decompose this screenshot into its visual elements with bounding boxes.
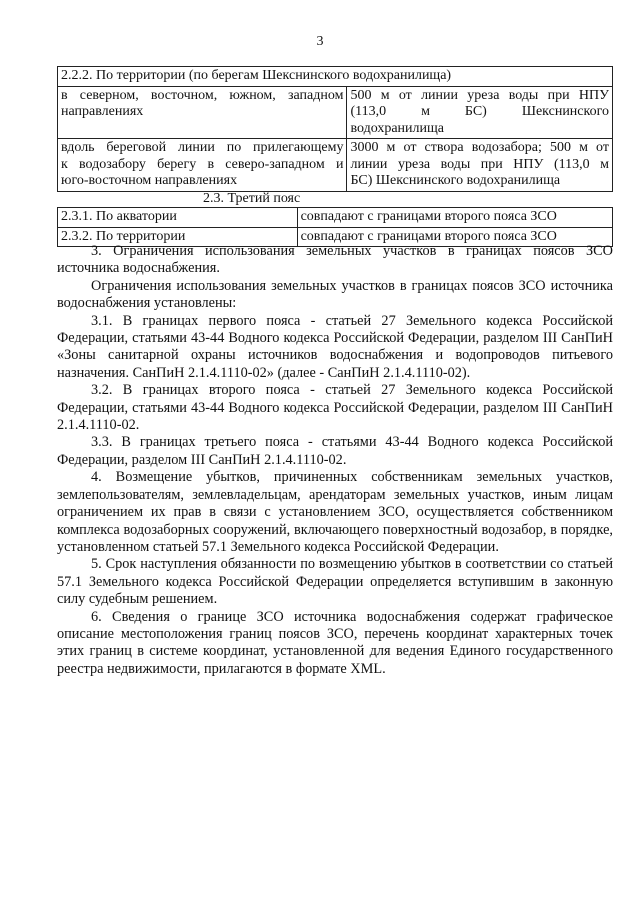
paragraph: 6. Сведения о границе ЗСО источника водоснабжения содержат графическое описание местоположения границ поясов ЗСО, перечень координат характерных точек этих границ в системе координат, установленной для ведения Единого государственного реестра недвижимости, прилагаются в формате XML.: [57, 608, 613, 677]
table-row: [58, 139, 613, 192]
cell-line: в северном, восточном, южном, западном: [61, 87, 344, 103]
third-zone-table: [57, 207, 613, 247]
table-header-cell: 2.2.2. По территории (по берегам Шекснинского водохранилища): [58, 67, 613, 87]
paragraph: 3. Ограничения использования земельных участков в границах поясов ЗСО источника водоснабжения.: [57, 243, 613, 277]
paragraph: 3.1. В границах первого пояса - статьей 27 Земельного кодекса Российской Федерации, статьями 43-44 Водного кодекса Российской Федерации, разделом III СанПиН «Зоны санитарной охраны источников водоснабжения и водопроводов питьевого назначения. СанПиН 2.1.4.1110-02» (далее - СанПиН 2.1.4.1110-02).: [57, 312, 613, 381]
zone-boundary-cell: совпадают с границами второго пояса ЗСО: [297, 208, 612, 228]
distance-cell: [347, 139, 613, 192]
document-body: [57, 243, 613, 678]
cell-line: 3000 м от створа водозабора; 500 м от: [350, 140, 609, 155]
table-header-row: [58, 67, 613, 87]
cell-line: 500 м от линии уреза воды при НПУ: [350, 87, 609, 103]
section-title: 2.3. Третий пояс: [203, 191, 301, 206]
table-row: [58, 208, 613, 228]
paragraph: Ограничения использования земельных участков в границах поясов ЗСО источника водоснабжения установлены:: [57, 277, 613, 312]
cell-line: водохранилища: [350, 120, 445, 136]
water-territory-table: [57, 66, 613, 192]
cell-line: к водозабору берегу в северо-западном и: [61, 156, 344, 172]
cell-line: линии уреза воды при НПУ (113,0 м: [350, 156, 609, 172]
distance-cell: [347, 86, 613, 139]
table-row: [58, 86, 613, 139]
zone-area-cell: 2.3.2. По территории: [58, 227, 298, 247]
paragraph: 3.3. В границах третьего пояса - статьями 43-44 Водного кодекса Российской Федерации, разделом III СанПиН 2.1.4.1110-02.: [57, 434, 613, 468]
direction-cell: [58, 86, 347, 139]
paragraph: 5. Срок наступления обязанности по возмещению убытков в соответствии со статьей 57.1 Земельного кодекса Российской Федерации определяется вступившим в законную силу судебным решением.: [57, 556, 613, 608]
zone-area-cell: 2.3.1. По акватории: [58, 208, 298, 228]
direction-cell: [58, 139, 347, 192]
cell-line: вдоль береговой линии по прилегающему: [61, 140, 344, 155]
cell-line: БС) Шекснинского водохранилища: [350, 173, 561, 188]
page-number: 3: [316, 34, 324, 49]
paragraph: 4. Возмещение убытков, причиненных собственникам земельных участков, землепользователям, землевладельцам, арендаторам земельных участков, иным лицам ограничением их прав в связи с установлением ЗСО, осуществляется собственником комплекса водозаборных сооружений, включающего поверхностный водозабор, в порядке, установленном статьей 57.1 Земельного кодекса Российской Федерации.: [57, 469, 613, 555]
cell-line: (113,0 м БС) Шекснинского: [350, 104, 609, 119]
zone-boundary-cell: совпадают с границами второго пояса ЗСО: [297, 227, 612, 247]
paragraph: 3.2. В границах второго пояса - статьей 27 Земельного кодекса Российской Федерации, статьями 43-44 Водного кодекса Российской Федерации, разделом III СанПиН 2.1.4.1110-02.: [57, 382, 613, 434]
cell-line: юго-восточном направлениях: [61, 173, 238, 188]
cell-line: направлениях: [61, 104, 144, 119]
